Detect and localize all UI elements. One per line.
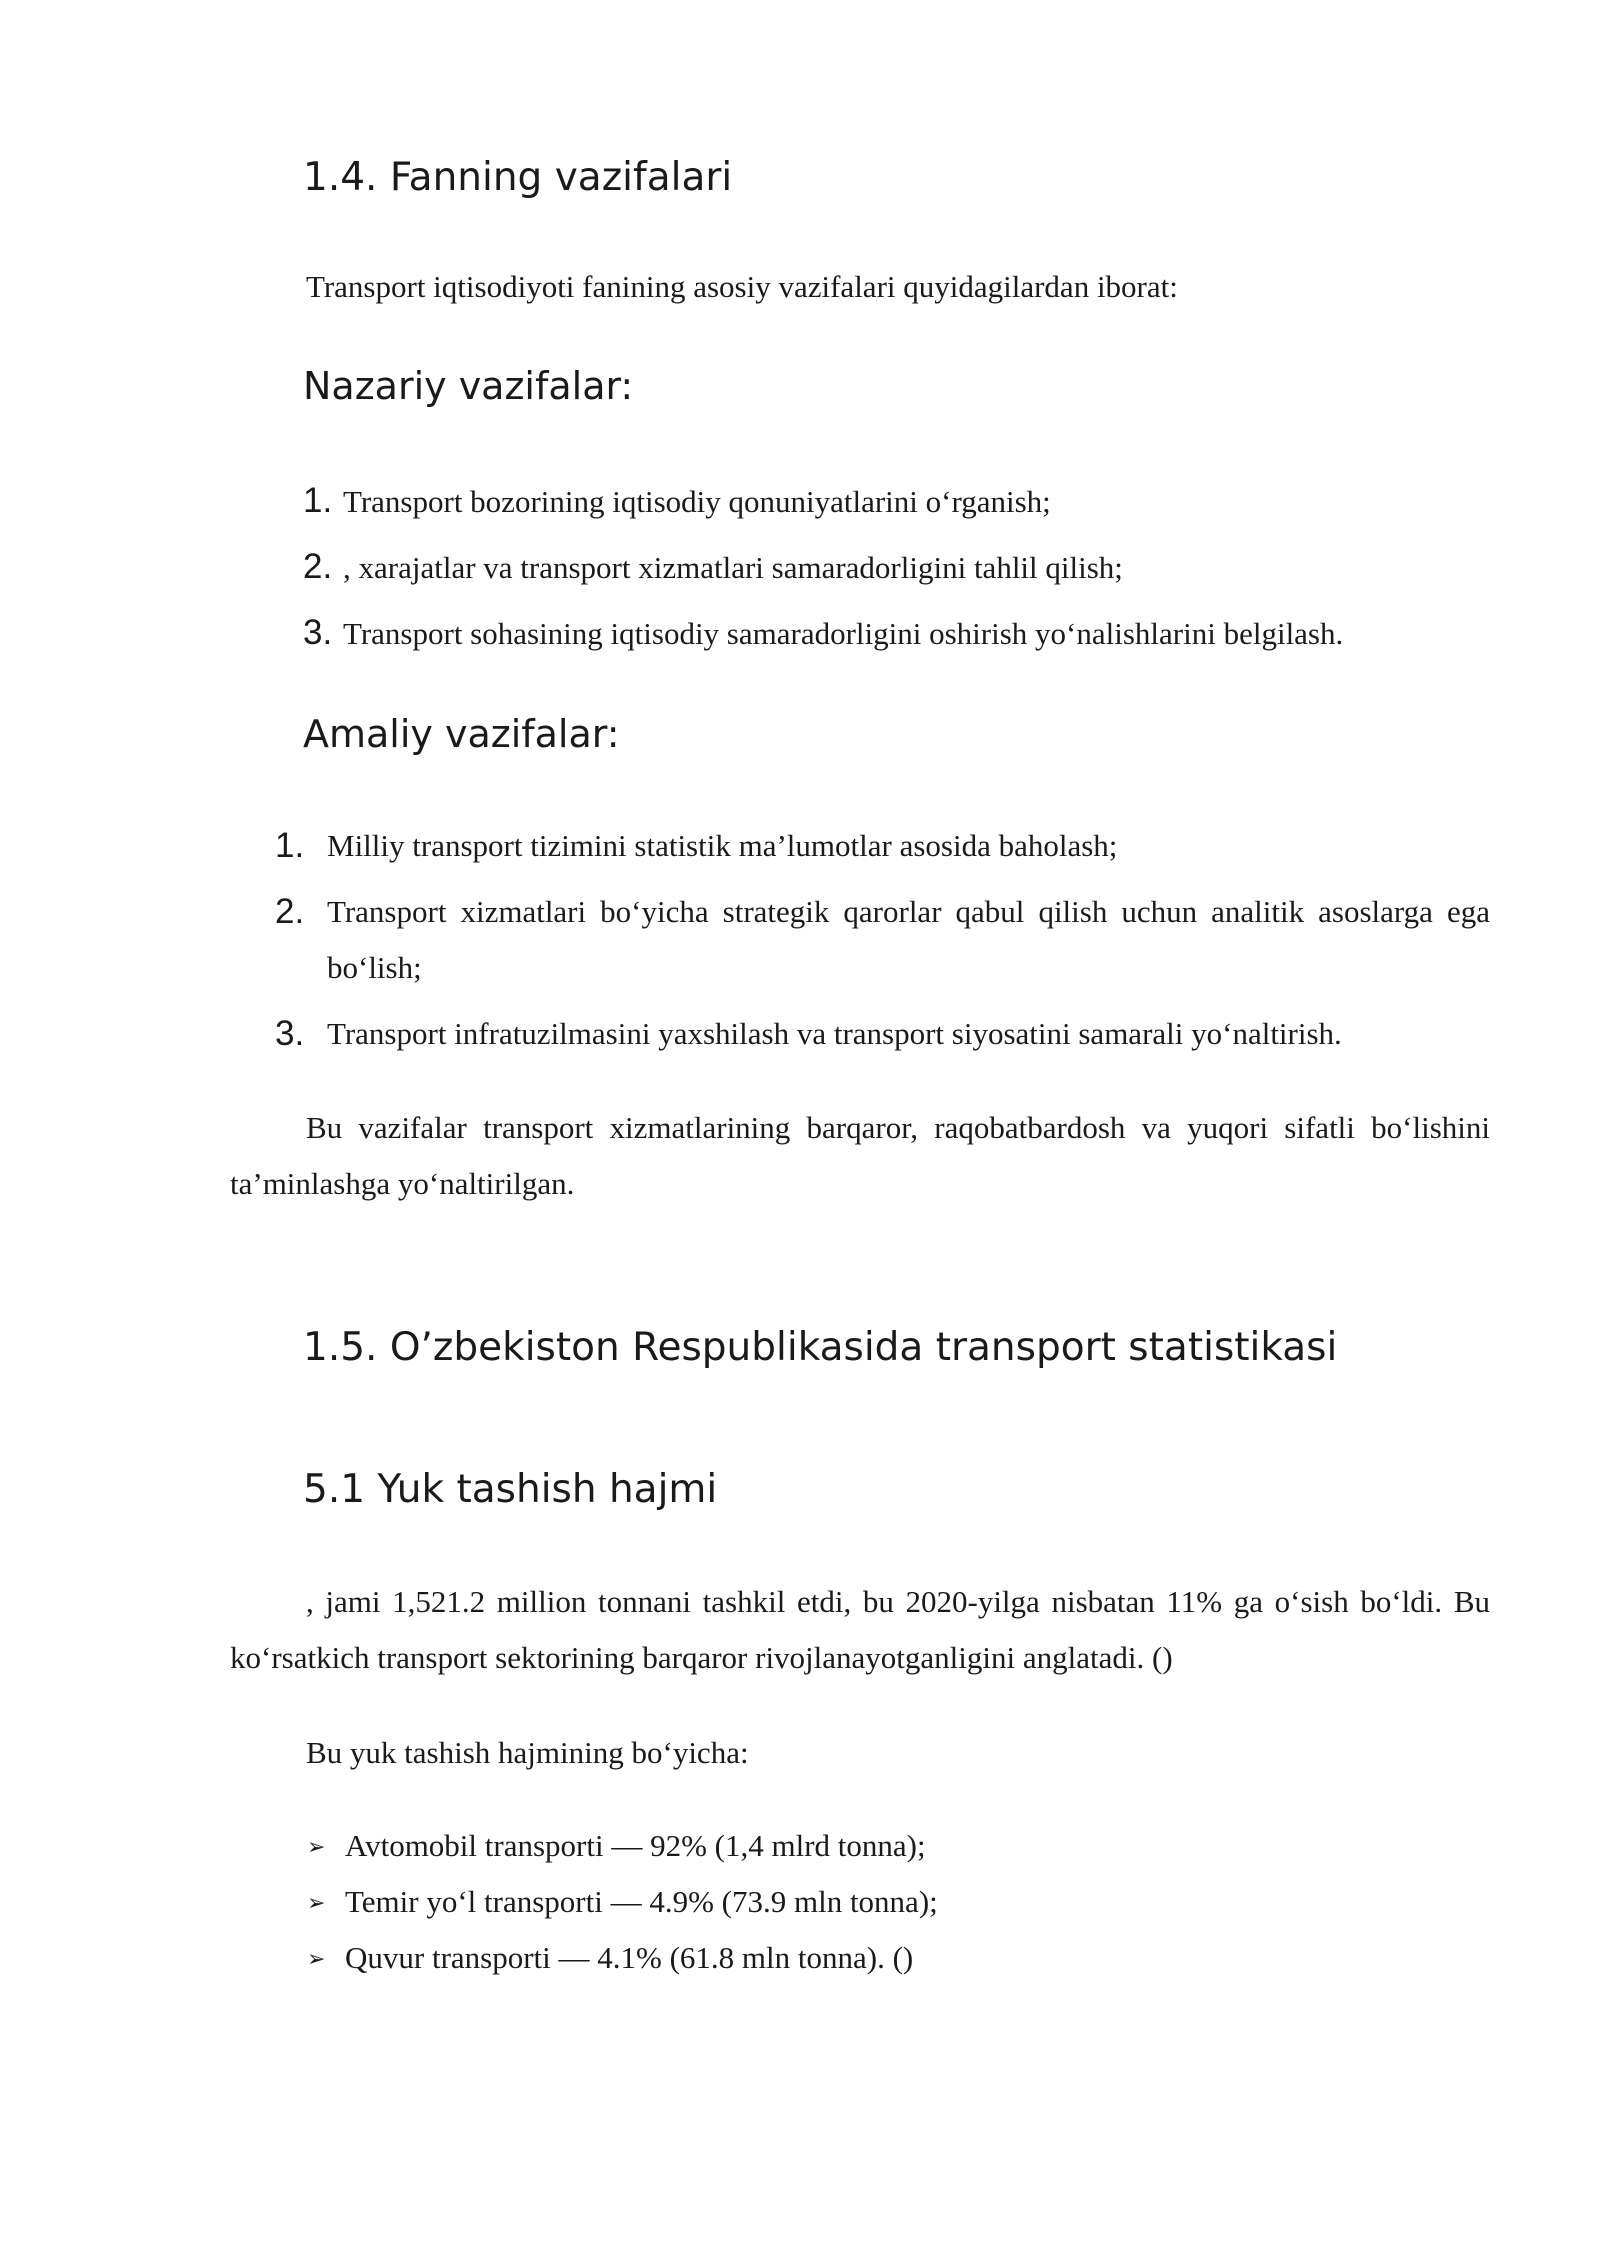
list-item-text: Transport xizmatlari bo‘yicha strategik qarorlar qabul qilish uchun analitik asoslarga ega bo‘lish;: [327, 894, 1490, 985]
list-item-text: Transport infratuzilmasini yaxshilash va transport siyosatini samarali yo‘naltirish.: [327, 1016, 1342, 1051]
list-item: [275, 818, 1490, 874]
arrow-bullet-icon: ➢: [307, 1835, 326, 1860]
freight-breakdown-lead: Bu yuk tashish hajmining bo‘yicha:: [306, 1735, 749, 1770]
theoretical-tasks-list: [303, 468, 1343, 666]
list-item: [303, 534, 1343, 600]
list-item-text: , xarajatlar va transport xizmatlari samaradorligini tahlil qilish;: [343, 550, 1123, 585]
practical-tasks-list: [275, 818, 1490, 1072]
list-item-text: Avtomobil transporti — 92% (1,4 mlrd tonna);: [345, 1828, 926, 1863]
list-item: [275, 1006, 1490, 1062]
list-number: 2.: [303, 547, 333, 586]
list-number: 1.: [303, 481, 333, 520]
list-item: [307, 1874, 938, 1930]
list-item: [303, 600, 1343, 666]
list-item-text: Temir yo‘l transporti — 4.9% (73.9 mln tonna);: [345, 1884, 938, 1919]
section-1-4-heading: 1.4. Fanning vazifalari: [303, 155, 733, 200]
list-item: [307, 1818, 938, 1874]
list-item-text: Transport sohasining iqtisodiy samaradorligini oshirish yo‘nalishlarini belgilash.: [343, 616, 1344, 651]
theoretical-tasks-heading: Nazariy vazifalar:: [303, 364, 634, 408]
list-item-text: Quvur transporti — 4.1% (61.8 mln tonna). (): [345, 1940, 914, 1975]
list-item: [303, 468, 1343, 534]
freight-volume-paragraph: , jami 1,521.2 million tonnani tashkil etdi, bu 2020-yilga nisbatan 11% ga o‘sish bo‘ldi. Bu ko‘rsatkich transport sektorining barqaror rivojlanayotganligini anglatadi. (): [230, 1584, 1490, 1675]
arrow-bullet-icon: ➢: [307, 1947, 326, 1972]
list-number: 3.: [303, 613, 333, 652]
subsection-5-1-heading: 5.1 Yuk tashish hajmi: [303, 1467, 718, 1512]
list-item-text: Milliy transport tizimini statistik ma’lumotlar asosida baholash;: [327, 828, 1118, 863]
freight-breakdown-list: [307, 1818, 938, 1986]
section-1-5-heading: 1.5. O’zbekiston Respublikasida transport statistikasi: [303, 1325, 1338, 1370]
list-item: [275, 884, 1490, 996]
list-number: 3.: [275, 1014, 305, 1053]
list-item-text: Transport bozorining iqtisodiy qonuniyatlarini o‘rganish;: [343, 484, 1051, 519]
section-1-4-intro: Transport iqtisodiyoti fanining asosiy vazifalari quyidagilardan iborat:: [306, 269, 1178, 304]
list-number: 2.: [275, 892, 305, 931]
list-number: 1.: [275, 826, 305, 865]
practical-tasks-heading: Amaliy vazifalar:: [303, 712, 620, 756]
section-1-4-conclusion: Bu vazifalar transport xizmatlarining barqaror, raqobatbardosh va yuqori sifatli bo‘lishini ta’minlashga yo‘naltirilgan.: [230, 1110, 1490, 1201]
list-item: [307, 1930, 938, 1986]
arrow-bullet-icon: ➢: [307, 1891, 326, 1916]
